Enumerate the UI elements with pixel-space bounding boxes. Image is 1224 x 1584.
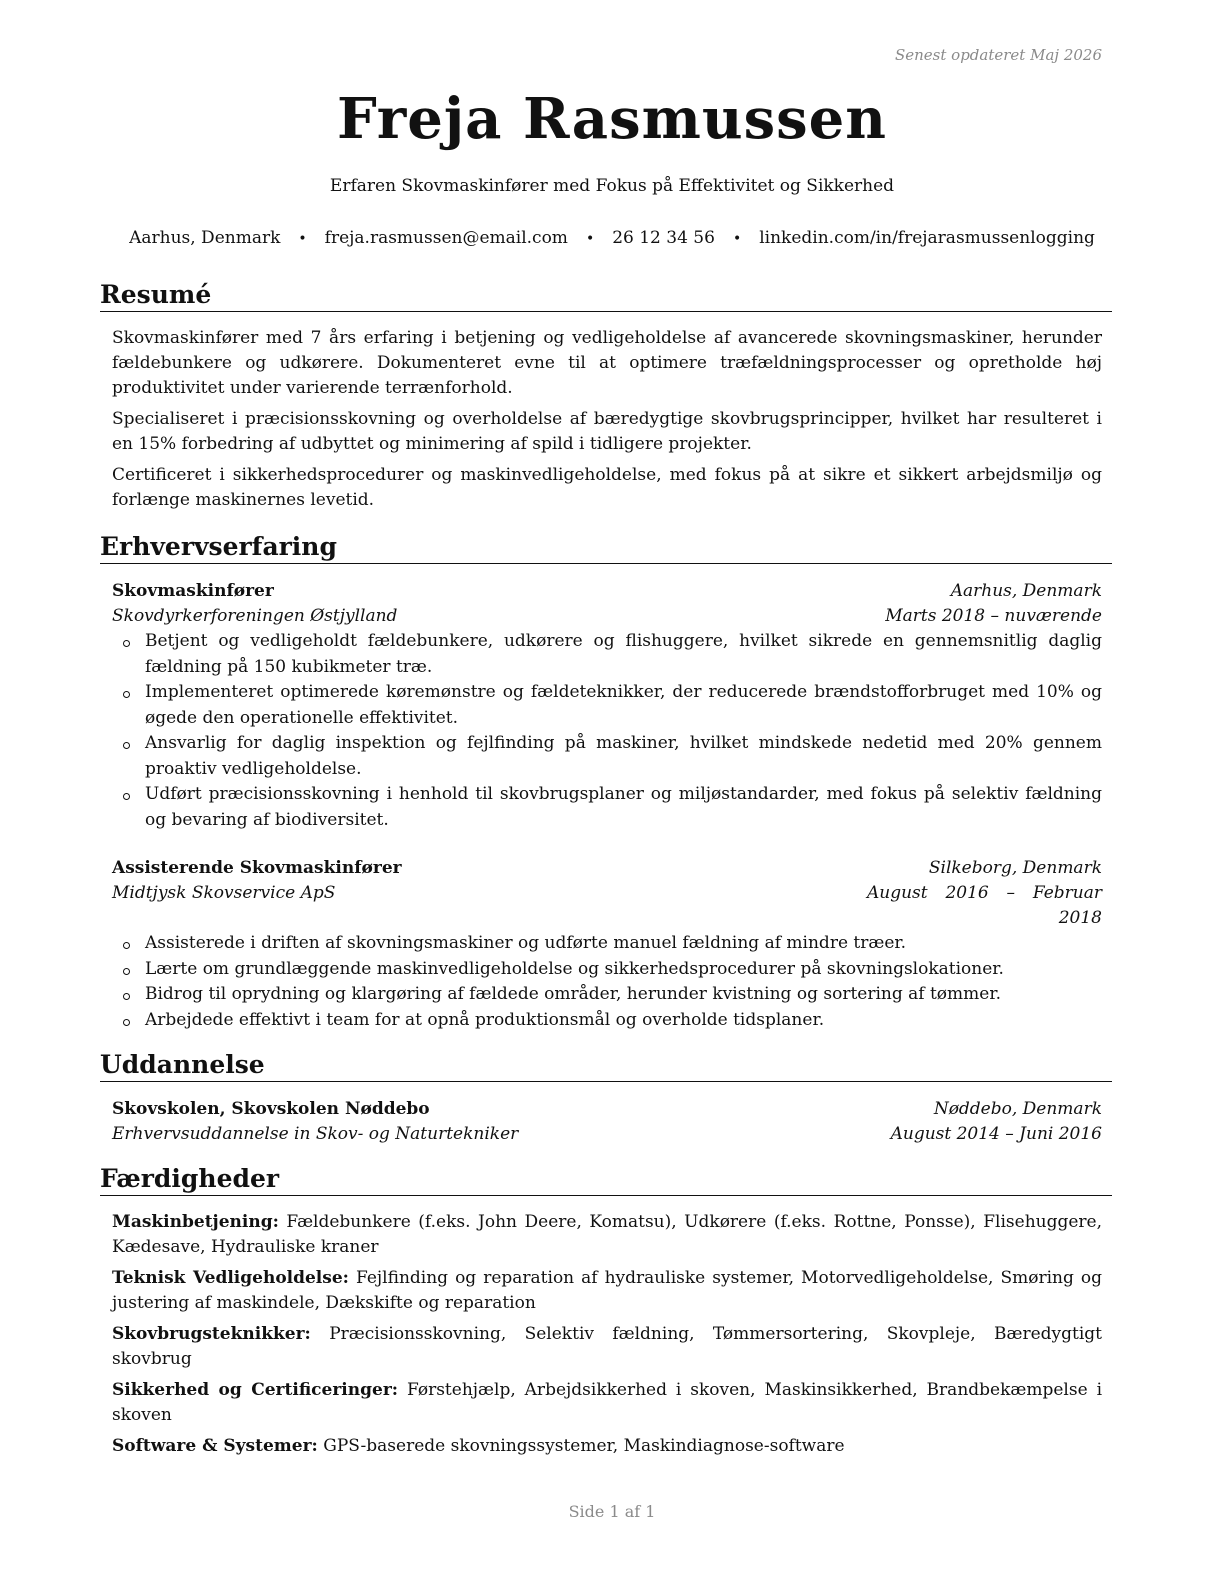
skill-line — [112, 1378, 1102, 1428]
bullet-item: Ansvarlig for daglig inspektion og fejlfinding på maskiner, hvilket mindskede nedetid med 20% gennem proaktiv vedligeholdelse. — [145, 731, 1102, 782]
skill-line — [112, 1266, 1102, 1316]
last-updated: Senest opdateret Maj 2026 — [894, 46, 1102, 64]
job-dates-line1: August 2016 – Februar — [867, 883, 1102, 903]
section-title-skills: Færdigheder — [100, 1164, 1112, 1196]
education-dates: August 2014 – Juni 2016 — [890, 1124, 1102, 1144]
education-section — [100, 1050, 1112, 1147]
contact-linkedin[interactable]: linkedin.com/in/frejarasmussenlogging — [759, 228, 1095, 248]
skill-label: Software & Systemer: — [112, 1436, 318, 1456]
separator-dot: • — [585, 230, 595, 247]
skill-label: Maskinbetjening: — [112, 1212, 279, 1232]
job-dates — [867, 881, 1102, 931]
education-school: Skovskolen, Skovskolen Nøddebo — [112, 1099, 430, 1119]
contact-line — [0, 228, 1224, 248]
summary-paragraph: Specialiseret i præcisionsskovning og overholdelse af bæredygtige skovbrugsprincipper, hvilket har resulteret i en 15% forbedring af udbyttet og minimering af spild i tidligere projekter. — [112, 409, 1102, 454]
separator-dot: • — [732, 230, 742, 247]
job-dates: Marts 2018 – nuværende — [885, 606, 1102, 626]
skill-text: Førstehjælp, Arbejdsikkerhed i skoven, Maskinsikkerhed, Brandbekæmpelse i skoven — [112, 1380, 1102, 1425]
skill-line — [112, 1434, 1102, 1459]
separator-dot: • — [298, 230, 307, 247]
job-entry — [112, 579, 1102, 833]
job-location: Aarhus, Denmark — [950, 581, 1102, 601]
section-title-summary: Resumé — [100, 280, 1112, 312]
job-company: Midtjysk Skovservice ApS — [112, 883, 336, 903]
summary-paragraph: Skovmaskinfører med 7 års erfaring i betjening og vedligeholdelse af avancerede skovningsmaskiner, herunder fældebunkere og udkørere. Dokumenteret evne til at optimere træfældningsprocesser og opretholde høj produktivitet under varierende terrænforhold. — [112, 328, 1102, 398]
contact-location: Aarhus, Denmark — [129, 228, 281, 248]
skill-label: Teknisk Vedligeholdelse: — [112, 1268, 349, 1288]
education-degree: Erhvervsuddannelse in Skov- og Naturtekniker — [112, 1124, 519, 1144]
job-entry — [112, 856, 1102, 1033]
skill-label: Skovbrugsteknikker: — [112, 1324, 311, 1344]
bullet-item: Betjent og vedligeholdt fældebunkere, udkørere og flishuggere, hvilket sikrede en gennemsnitlig daglig fældning på 150 kubikmeter træ. — [145, 629, 1102, 680]
job-company: Skovdyrkerforeningen Østjylland — [112, 606, 398, 626]
person-name: Freja Rasmussen — [337, 86, 887, 152]
bullet-item: Arbejdede effektivt i team for at opnå produktionsmål og overholde tidsplaner. — [145, 1008, 1102, 1034]
tagline: Erfaren Skovmaskinfører med Fokus på Effektivitet og Sikkerhed — [329, 176, 895, 196]
skill-label: Sikkerhed og Certificeringer: — [112, 1380, 399, 1400]
experience-section — [100, 532, 1112, 1033]
bullet-item: Assisterede i driften af skovningsmaskiner og udførte manuel fældning af mindre træer. — [145, 931, 1102, 957]
bullet-item: Implementeret optimerede køremønstre og fældeteknikker, der reducerede brændstofforbruget med 10% og øgede den operationelle effektivitet. — [145, 680, 1102, 731]
section-title-experience: Erhvervserfaring — [100, 532, 1112, 564]
bullet-item: Udført præcisionsskovning i henhold til skovbrugsplaner og miljøstandarder, med fokus på selektiv fældning og bevaring af biodiversitet. — [145, 782, 1102, 833]
page-number: Side 1 af 1 — [568, 1502, 656, 1521]
job-location: Silkeborg, Denmark — [928, 858, 1102, 878]
skills-section — [100, 1164, 1112, 1459]
job-dates-line2: 2018 — [1058, 908, 1102, 928]
job-role: Skovmaskinfører — [112, 581, 274, 601]
job-bullets — [112, 629, 1102, 833]
skill-text: GPS-baserede skovningssystemer, Maskindiagnose-software — [323, 1436, 845, 1456]
skill-line — [112, 1322, 1102, 1372]
skill-text: Fældebunkere (f.eks. John Deere, Komatsu), Udkørere (f.eks. Rottne, Ponsse), Flisehuggere, Kædesave, Hydrauliske kraner — [112, 1212, 1103, 1257]
job-role: Assisterende Skovmaskinfører — [112, 858, 402, 878]
skill-text: Præcisionsskovning, Selektiv fældning, Tømmersortering, Skovpleje, Bæredygtigt skovbrug — [112, 1324, 1102, 1369]
skill-text: Fejlfinding og reparation af hydrauliske systemer, Motorvedligeholdelse, Smøring og justering af maskindele, Dækskifte og reparation — [112, 1268, 1103, 1313]
summary-section — [100, 280, 1112, 513]
skill-line — [112, 1210, 1102, 1260]
education-location: Nøddebo, Denmark — [933, 1099, 1102, 1119]
contact-email[interactable]: freja.rasmussen@email.com — [324, 228, 568, 248]
contact-phone: 26 12 34 56 — [612, 228, 715, 248]
bullet-item: Bidrog til oprydning og klargøring af fældede områder, herunder kvistning og sortering af tømmer. — [145, 982, 1102, 1008]
bullet-item: Lærte om grundlæggende maskinvedligeholdelse og sikkerhedsprocedurer på skovningslokationer. — [145, 957, 1102, 983]
summary-paragraph: Certificeret i sikkerhedsprocedurer og maskinvedligeholdelse, med fokus på at sikre et sikkert arbejdsmiljø og forlænge maskinernes levetid. — [112, 465, 1102, 510]
job-bullets — [112, 931, 1102, 1033]
section-title-education: Uddannelse — [100, 1050, 1112, 1082]
